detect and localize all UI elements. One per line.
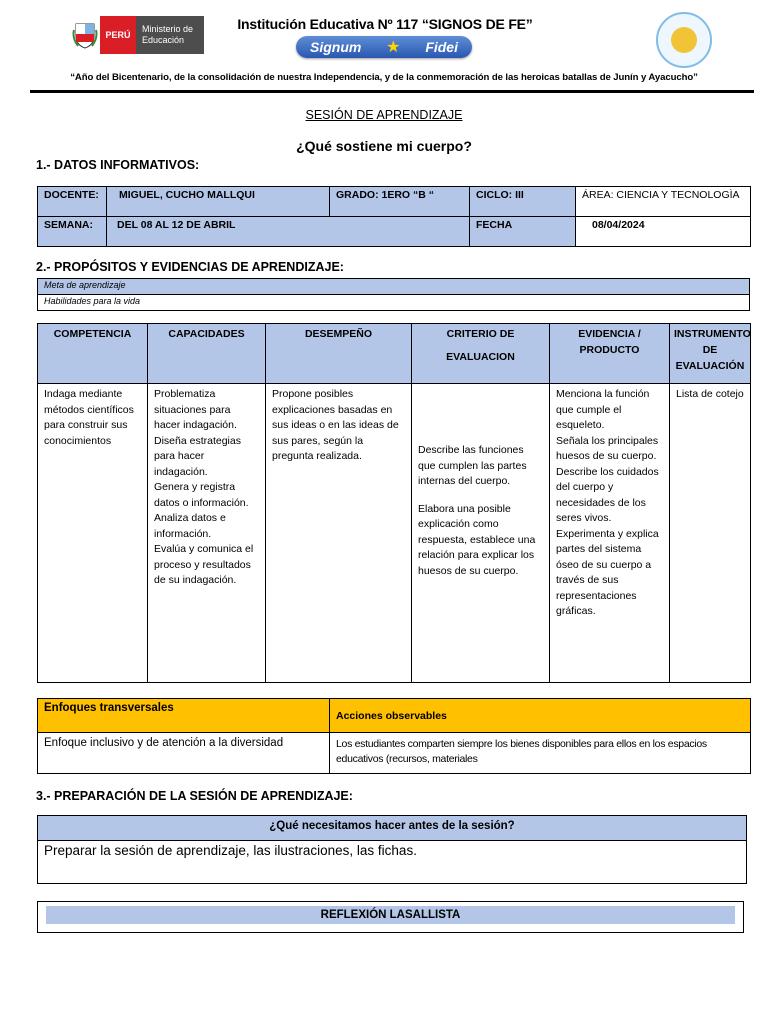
signum-fidei-logo — [296, 36, 472, 58]
logo-text-left: Signum — [310, 39, 362, 55]
preparacion-table — [37, 815, 747, 884]
header-instrumento: INSTRUMENTO DE EVALUACIÓN — [670, 324, 751, 384]
docente-label: DOCENTE: — [38, 187, 107, 217]
evidencia-item: Señala los principales huesos de su cuerpo. — [556, 434, 659, 462]
year-phrase: “Año del Bicentenario, de la consolidación de nuestra Independencia, y de la conmemoración de las heroicas batallas de Junín y Ayacucho” — [70, 72, 698, 83]
session-title: SESIÓN DE APRENDIZAJE — [305, 108, 463, 122]
evidencia-item: Menciona la función que cumple el esqueleto. — [556, 388, 650, 431]
competencia-cell: Indaga mediante métodos científicos para construir sus conocimientos — [38, 384, 148, 683]
semana-value: DEL 08 AL 12 DE ABRIL — [107, 217, 470, 247]
competencias-table — [37, 323, 751, 683]
header-desempeno: DESEMPEÑO — [266, 324, 412, 384]
preparacion-header: ¿Qué necesitamos hacer antes de la sesión? — [38, 816, 747, 841]
evidencia-cell — [550, 384, 670, 683]
capacidad-item: Analiza datos e información. — [154, 512, 226, 540]
area-value: ÁREA: CIENCIA Y TECNOLOGÌA — [576, 187, 751, 217]
instrumento-cell: Lista de cotejo — [670, 384, 751, 683]
header-criterio-line2: EVALUACION — [446, 351, 515, 363]
reflexion-box — [37, 901, 744, 933]
reflexion-title: REFLEXIÓN LASALLISTA — [46, 906, 735, 924]
header-capacidades: CAPACIDADES — [148, 324, 266, 384]
criterio-item: Describe las funciones que cumplen las partes internas del cuerpo. — [418, 444, 527, 487]
header-divider — [30, 90, 754, 93]
fecha-label: FECHA — [470, 217, 576, 247]
fecha-value: 08/04/2024 — [576, 217, 751, 247]
section-1-title: 1.- DATOS INFORMATIVOS: — [36, 158, 200, 172]
evidencia-item: Experimenta y explica partes del sistema óseo de su cuerpo a través de sus representaciones gráficas. — [556, 527, 659, 617]
criterio-item: Elabora una posible explicación como respuesta, establece una relación para explicar los huesos de su cuerpo. — [418, 502, 536, 577]
habilidades-vida: Habilidades para la vida — [38, 295, 750, 311]
acciones-header: Acciones observables — [330, 699, 751, 733]
preparacion-content: Preparar la sesión de aprendizaje, las ilustraciones, las fichas. — [38, 841, 747, 884]
capacidad-item: Genera y registra datos o información. — [154, 481, 249, 509]
header-evidencia: EVIDENCIA / PRODUCTO — [550, 324, 670, 384]
meta-aprendizaje: Meta de aprendizaje — [38, 279, 750, 295]
ministry-label: Ministerio de Educación — [136, 16, 204, 54]
grado-value: GRADO: 1ERO “B “ — [330, 187, 470, 217]
desempeno-cell: Propone posibles explicaciones basadas en sus ideas o en las ideas de sus pares, según la pregunta realizada. — [266, 384, 412, 683]
semana-label: SEMANA: — [38, 217, 107, 247]
section-2-title: 2.- PROPÓSITOS Y EVIDENCIAS DE APRENDIZAJE: — [36, 260, 344, 274]
enfoques-header: Enfoques transversales — [38, 699, 330, 733]
docente-value: MIGUEL, CUCHO MALLQUI — [107, 187, 330, 217]
capacidad-item: Evalúa y comunica el proceso y resultados de su indagación. — [154, 543, 254, 586]
peru-label: PERÚ — [100, 16, 136, 54]
header-competencia: COMPETENCIA — [38, 324, 148, 384]
meta-table — [37, 278, 750, 311]
ciclo-value: CICLO: III — [470, 187, 576, 217]
criterio-cell — [412, 384, 550, 683]
datos-table — [37, 186, 751, 247]
star-icon: ★ — [386, 39, 401, 56]
capacidades-cell — [148, 384, 266, 683]
enfoque-value: Enfoque inclusivo y de atención a la diversidad — [38, 733, 330, 774]
page-header — [0, 0, 768, 95]
enfoques-table — [37, 698, 751, 774]
capacidad-item: Diseña estrategias para hacer indagación. — [154, 434, 241, 478]
accion-value: Los estudiantes comparten siempre los bienes disponibles para ellos en los espacios educativos (recursos, materiales — [330, 733, 751, 774]
minedu-logo — [70, 16, 204, 54]
header-criterio-line1: CRITERIO DE — [446, 328, 515, 340]
capacidad-item: Problematiza situaciones para hacer indagación. — [154, 388, 237, 431]
question-title: ¿Qué sostiene mi cuerpo? — [296, 138, 472, 154]
institution-name: Institución Educativa Nº 117 “SIGNOS DE FE” — [237, 16, 533, 32]
school-seal-icon — [656, 12, 712, 68]
logo-text-right: Fidei — [425, 39, 458, 55]
evidencia-item: Describe los cuidados del cuerpo y necesidades de los seres vivos. — [556, 465, 659, 524]
peru-shield-icon — [70, 16, 100, 54]
section-3-title: 3.- PREPARACIÓN DE LA SESIÓN DE APRENDIZAJE: — [36, 789, 353, 803]
header-criterio — [412, 324, 550, 384]
